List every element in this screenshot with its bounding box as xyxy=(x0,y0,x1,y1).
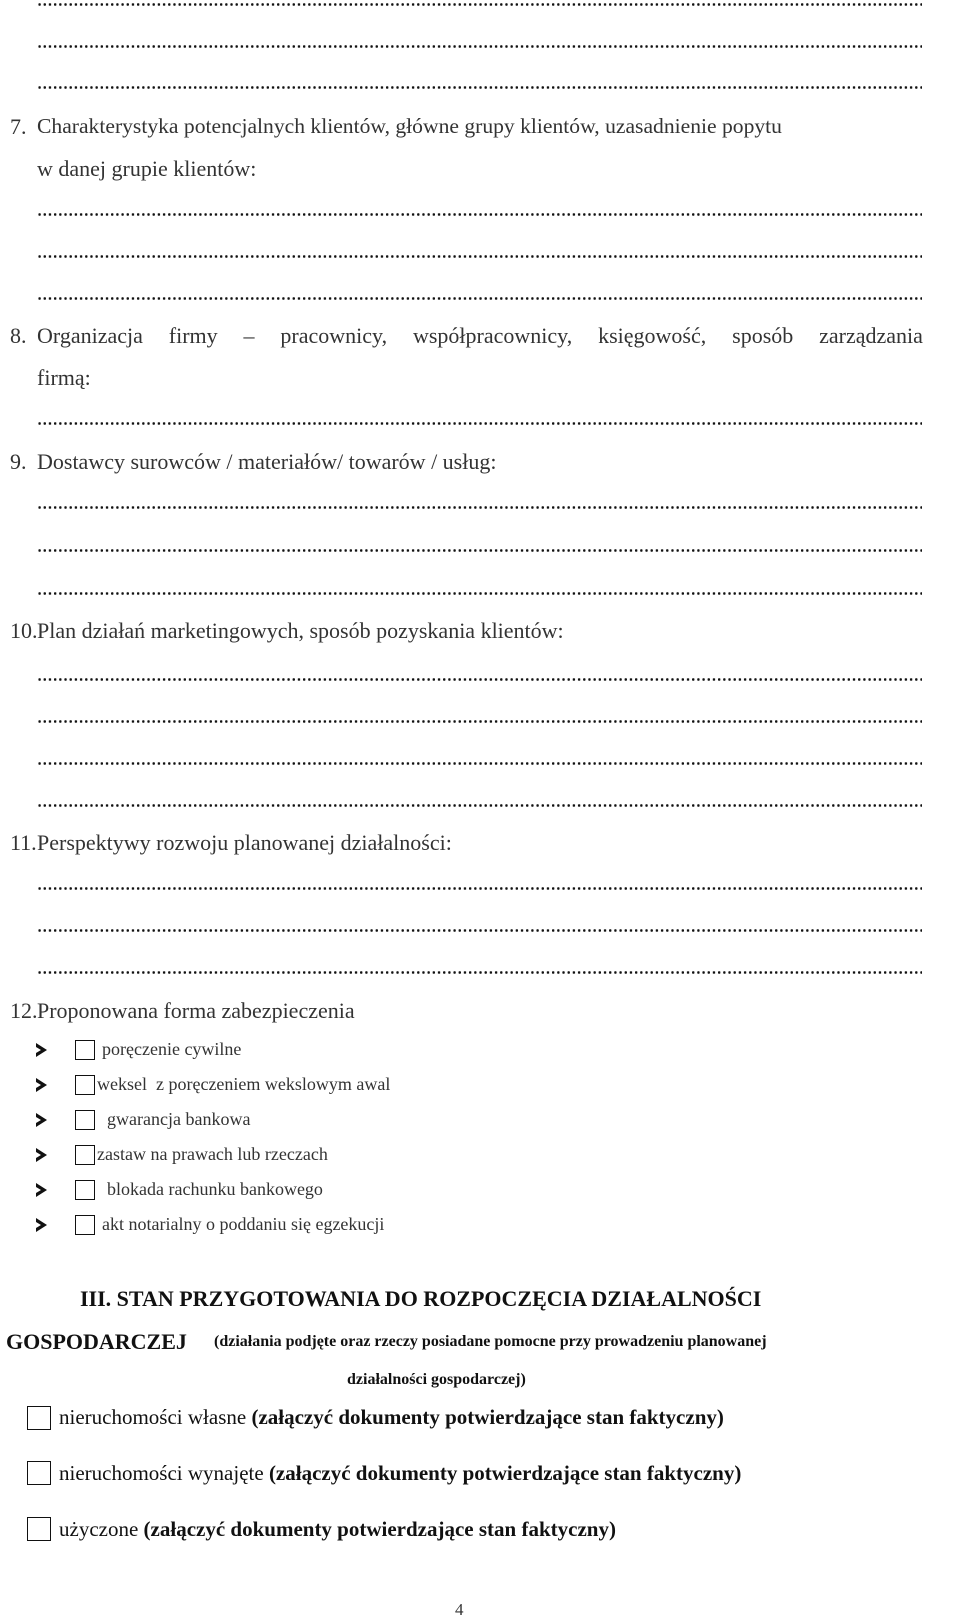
q7-answer-line[interactable] xyxy=(37,255,922,258)
q10-answer-line[interactable] xyxy=(37,678,922,681)
q8-word: Organizacja xyxy=(37,323,143,348)
q12-line1: Proponowana forma zabezpieczenia xyxy=(37,998,355,1023)
page-number: 4 xyxy=(455,1600,464,1619)
asset-label: nieruchomości własne xyxy=(59,1405,247,1429)
q11-answer-line[interactable] xyxy=(37,929,922,932)
answer-line[interactable] xyxy=(37,86,922,89)
q10-answer-line[interactable] xyxy=(37,720,922,723)
asset-item xyxy=(59,1461,741,1486)
q8-number: 8. xyxy=(10,323,27,348)
option-label: blokada rachunku bankowego xyxy=(107,1179,323,1199)
section3-title: III. STAN PRZYGOTOWANIA DO ROZPOCZĘCIA DZIAŁALNOŚCI xyxy=(80,1286,762,1311)
option-label: poręczenie cywilne xyxy=(102,1039,242,1059)
option-checkbox[interactable] xyxy=(75,1040,95,1060)
arrow-bullet-icon xyxy=(36,1043,47,1057)
q8-line2: firmą: xyxy=(37,365,91,390)
q11-answer-line[interactable] xyxy=(37,887,922,890)
section3-title-cont: GOSPODARCZEJ xyxy=(6,1329,187,1354)
q7-answer-line[interactable] xyxy=(37,297,922,300)
q8-answer-line[interactable] xyxy=(37,422,922,425)
option-label: zastaw na prawach lub rzeczach xyxy=(97,1144,328,1164)
q8-word: pracownicy, xyxy=(280,323,388,348)
q12-number: 12. xyxy=(10,998,38,1023)
arrow-bullet-icon xyxy=(36,1113,47,1127)
option-checkbox[interactable] xyxy=(75,1145,95,1165)
q11-number: 11. xyxy=(10,830,37,855)
arrow-bullet-icon xyxy=(36,1183,47,1197)
q8-word: współpracownicy, xyxy=(412,323,573,348)
q9-number: 9. xyxy=(10,449,27,474)
q10-answer-line[interactable] xyxy=(37,762,922,765)
q9-answer-line[interactable] xyxy=(37,549,922,552)
asset-item xyxy=(59,1405,724,1430)
option-checkbox[interactable] xyxy=(75,1215,95,1235)
q7-line1: Charakterystyka potencjalnych klientów, główne grupy klientów, uzasadnienie popytu xyxy=(37,114,782,138)
section3-note: (działania podjęte oraz rzeczy posiadane pomocne przy prowadzeniu planowanej xyxy=(214,1333,767,1350)
asset-label: użyczone xyxy=(59,1517,139,1541)
asset-checkbox[interactable] xyxy=(27,1461,51,1485)
q9-line1: Dostawcy surowców / materiałów/ towarów / usług: xyxy=(37,449,497,474)
section3-note-cont: działalności gospodarczej) xyxy=(347,1371,526,1388)
arrow-bullet-icon xyxy=(36,1218,47,1232)
option-label: gwarancja bankowa xyxy=(107,1109,251,1129)
answer-line[interactable] xyxy=(37,3,922,6)
q8-word: – xyxy=(243,323,255,348)
q8-word: księgowość, xyxy=(598,323,707,348)
asset-item xyxy=(59,1517,616,1542)
q11-line1: Perspektywy rozwoju planowanej działalności: xyxy=(37,830,452,855)
q8-word: sposób xyxy=(732,323,794,348)
q9-answer-line[interactable] xyxy=(37,592,922,595)
asset-checkbox[interactable] xyxy=(27,1406,51,1430)
option-label: akt notarialny o poddaniu się egzekucji xyxy=(102,1214,385,1234)
q11-answer-line[interactable] xyxy=(37,971,922,974)
q9-answer-line[interactable] xyxy=(37,506,922,509)
answer-line[interactable] xyxy=(37,45,922,48)
q8-word: firmy xyxy=(168,323,218,348)
q7-number: 7. xyxy=(10,114,27,139)
q8-word: zarządzania xyxy=(819,323,923,348)
q7-line2: w danej grupie klientów: xyxy=(37,156,257,181)
asset-checkbox[interactable] xyxy=(27,1517,51,1541)
q10-number: 10. xyxy=(10,618,38,643)
option-checkbox[interactable] xyxy=(75,1110,95,1130)
asset-label: nieruchomości wynajęte xyxy=(59,1461,264,1485)
asset-note: (załączyć dokumenty potwierdzające stan faktyczny) xyxy=(268,1461,742,1485)
asset-note: (załączyć dokumenty potwierdzające stan faktyczny) xyxy=(251,1405,724,1429)
asset-note: (załączyć dokumenty potwierdzające stan faktyczny) xyxy=(143,1517,616,1541)
option-checkbox[interactable] xyxy=(75,1180,95,1200)
option-checkbox[interactable] xyxy=(75,1075,95,1095)
q10-answer-line[interactable] xyxy=(37,804,922,807)
q10-line1: Plan działań marketingowych, sposób pozyskania klientów: xyxy=(37,618,564,643)
arrow-bullet-icon xyxy=(36,1148,47,1162)
q8-line1 xyxy=(37,323,923,349)
option-label: weksel z poręczeniem wekslowym awal xyxy=(97,1074,391,1094)
arrow-bullet-icon xyxy=(36,1078,47,1092)
q7-answer-line[interactable] xyxy=(37,213,922,216)
